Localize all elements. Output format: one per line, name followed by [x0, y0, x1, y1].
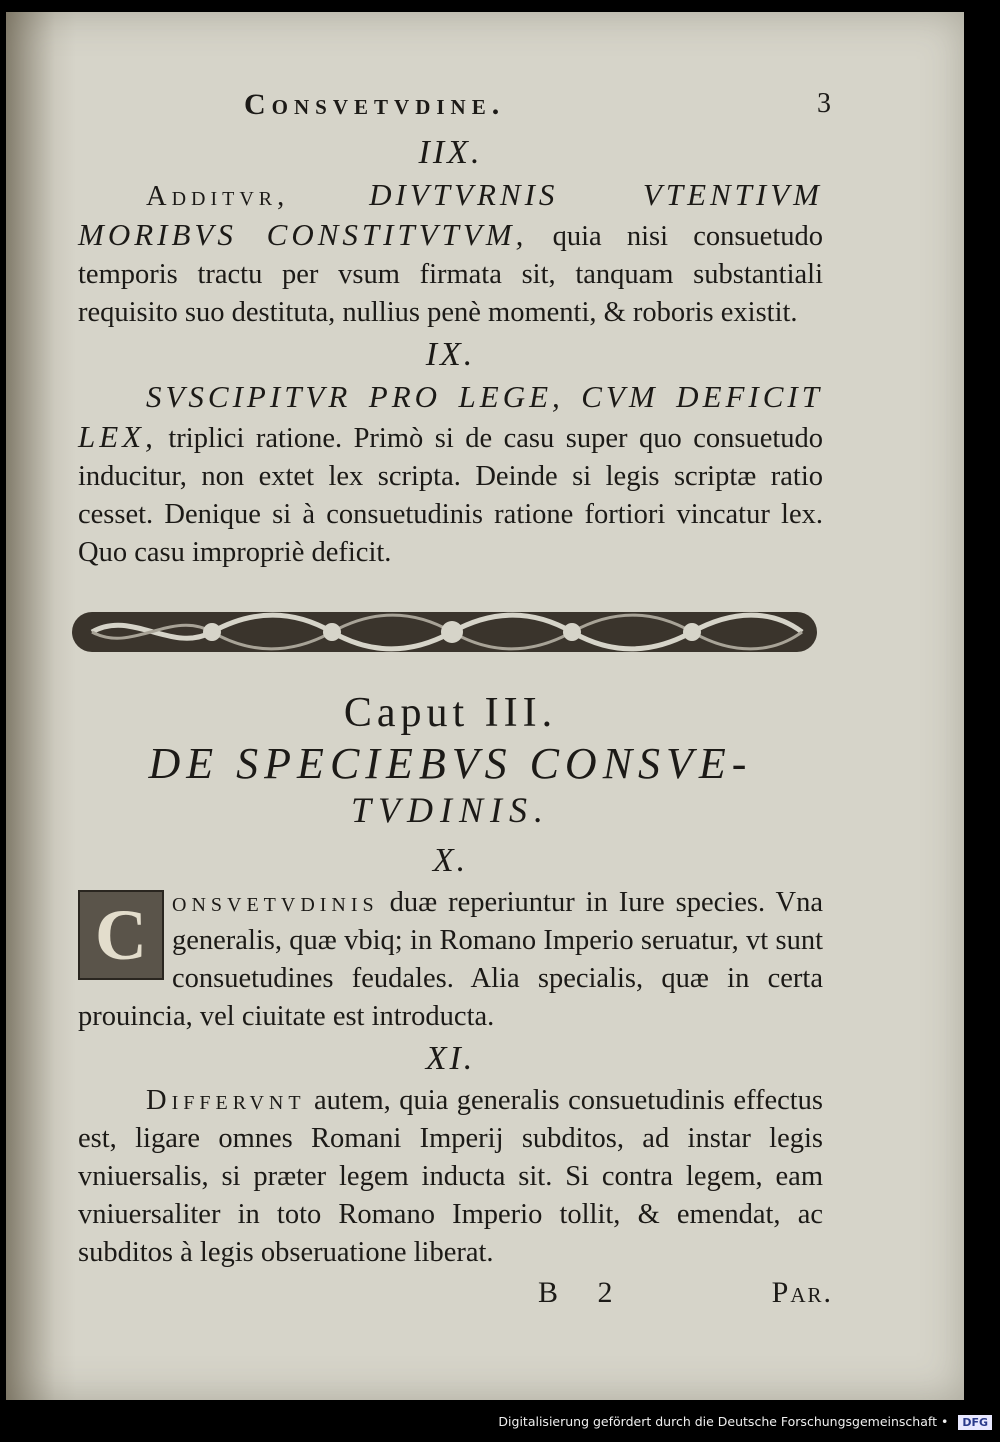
- italic-phrase: DIVTVRNIS VTENTIVM MORIBVS CONSTITVTVM,: [78, 177, 824, 252]
- signature-line: [78, 1276, 833, 1316]
- page-number: 3: [817, 88, 831, 119]
- page-gutter-shadow: [6, 12, 76, 1400]
- section-number: IIX.: [418, 134, 483, 171]
- digitization-credit: Digitalisierung gefördert durch die Deutsche Forschungsgemeinschaft • DFG: [498, 1414, 992, 1430]
- decorative-ornament: [72, 604, 823, 660]
- chapter-title: DE SPECIEBVS CONSVE-: [148, 739, 753, 788]
- section-number: XI.: [425, 1040, 476, 1077]
- credit-text: Digitalisierung gefördert durch die Deutsche Forschungsgemeinschaft: [498, 1414, 937, 1429]
- catchword: Par.: [771, 1276, 833, 1309]
- ornament-band: [72, 604, 817, 660]
- paragraph-text: autem, quia generalis consuetudinis effectus est, ligare omnes Romani Imperij subditos, ad instar legis vniuersalis, si præter legem inducta sit. Si contra legem, eam vniuersaliter in toto Romano Imperio tollit, & emendat, ac subditos à legis obseruatione liberat.: [78, 1085, 823, 1268]
- section-paragraph: [78, 378, 823, 572]
- page-content: [78, 88, 833, 1316]
- paragraph-text: duæ reperiuntur in Iure species. Vna generalis, quæ vbiq; in Romano Imperio seruatur, vt sunt consuetudines feudales. Alia specialis, quæ in certa prouincia, vel ciuitate est introducta.: [78, 887, 824, 1032]
- book-page: [6, 12, 964, 1400]
- chapter-heading: Caput III.: [343, 690, 558, 736]
- running-head: Consvetvdine.: [244, 88, 506, 121]
- lead-word: Additvr,: [146, 181, 290, 212]
- signature-mark: B 2: [538, 1276, 629, 1309]
- lead-word: Differvnt: [146, 1085, 306, 1116]
- dfg-logo: DFG: [958, 1415, 992, 1430]
- initial-letter: C: [95, 895, 147, 975]
- section-number: IX.: [425, 336, 476, 373]
- lead-word: onsvetvdinis: [172, 887, 379, 918]
- chapter-title-continued: TVDINIS.: [351, 790, 550, 830]
- page-header: [78, 88, 831, 130]
- paragraph-text: triplici ratione. Primò si de casu super quo consuetudo inducitur, non extet lex scripta. Deinde si legis scriptæ ratio cesset. Denique si à consuetudinis ratione fortiori vincatur lex. Quo casu impropriè deficit.: [78, 423, 824, 568]
- section-paragraph: [78, 884, 823, 1036]
- section-number: X.: [432, 842, 469, 879]
- section-paragraph: [78, 1082, 823, 1272]
- paragraph-text: quia nisi consuetudo temporis tractu per vsum firmata sit, tanquam substantiali requisito suo destituta, nullius penè momenti, & roboris existit.: [78, 221, 823, 328]
- decorated-initial: [78, 890, 164, 980]
- italic-phrase: SVSCIPITVR PRO LEGE, CVM DEFICIT LEX,: [78, 379, 823, 454]
- section-paragraph: [78, 176, 823, 332]
